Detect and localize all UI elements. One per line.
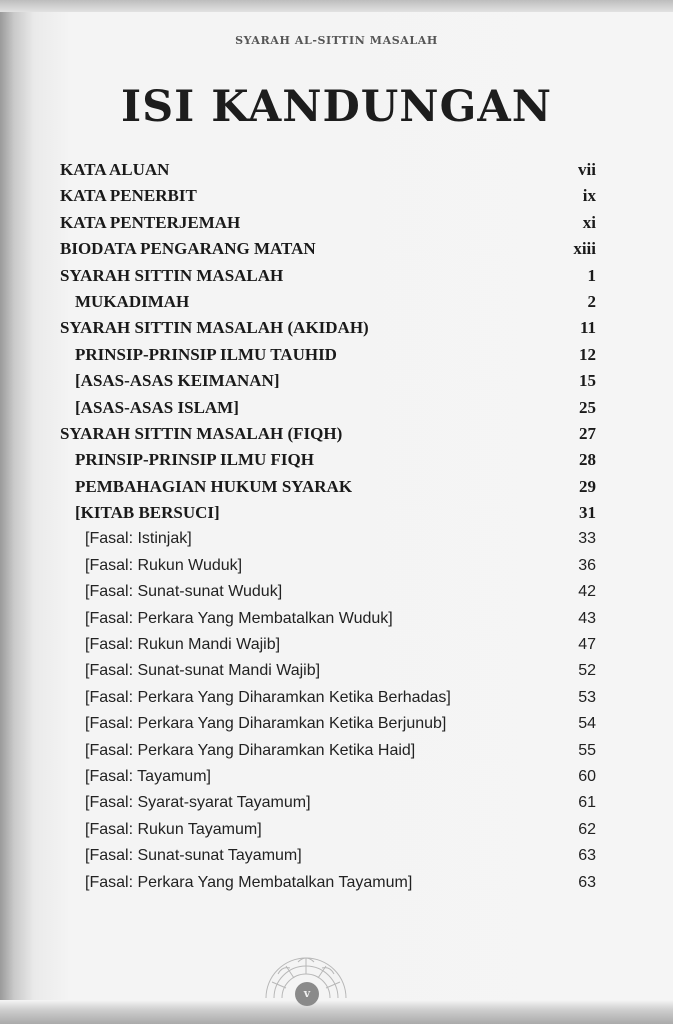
toc-entry-page: 43	[578, 609, 596, 627]
toc-entry-page: 60	[578, 767, 596, 785]
toc-entry-page: 29	[579, 476, 596, 496]
toc-entry	[60, 500, 596, 526]
toc-entry-label: [Fasal: Perkara Yang Membatalkan Wuduk]	[85, 609, 393, 627]
toc-entry-page: 53	[578, 688, 596, 706]
toc-entry-label: KATA ALUAN	[60, 160, 170, 179]
toc-entry-label: PRINSIP-PRINSIP ILMU FIQH	[75, 450, 314, 470]
toc-entry-label: [Fasal: Tayamum]	[85, 767, 211, 785]
toc-entry-page: xi	[582, 212, 596, 232]
toc-entry-label: [Fasal: Perkara Yang Diharamkan Ketika Berjunub]	[85, 715, 447, 733]
toc-entry-page: xiii	[573, 239, 596, 259]
toc-entry	[60, 817, 596, 843]
toc-entry	[60, 421, 596, 447]
toc-entry-label: BIODATA PENGARANG MATAN	[60, 239, 316, 259]
toc-entry	[60, 764, 596, 790]
toc-entry-label: MUKADIMAH	[75, 291, 190, 311]
toc-entry	[60, 289, 596, 315]
toc-entry-page: 54	[578, 715, 596, 733]
toc-entry	[60, 606, 596, 632]
toc-entry-label: SYARAH SITTIN MASALAH (FIQH)	[60, 423, 343, 443]
toc-entry-label: [Fasal: Perkara Yang Diharamkan Ketika Berhadas]	[85, 688, 451, 706]
toc-entry-page: 31	[579, 503, 596, 523]
toc-entry-label: [Fasal: Rukun Wuduk]	[85, 556, 243, 574]
toc-entry-page: 33	[578, 530, 596, 548]
toc-entry-label: SYARAH SITTIN MASALAH (AKIDAH)	[60, 318, 369, 338]
toc-entry-label: [Fasal: Perkara Yang Membatalkan Tayamum]	[85, 873, 413, 891]
toc-entry	[60, 210, 596, 236]
toc-entry-page: 1	[587, 265, 596, 285]
toc-entry-label: [KITAB BERSUCI]	[75, 503, 220, 523]
toc-entry-label: [ASAS-ASAS ISLAM]	[75, 397, 239, 417]
toc-entry	[60, 263, 596, 289]
toc-entry-label: [Fasal: Sunat-sunat Wuduk]	[85, 583, 283, 601]
toc-entry-label: KATA PENTERJEMAH	[60, 212, 241, 232]
toc-entry	[60, 526, 596, 552]
running-header: SYARAH AL-SITTIN MASALAH	[235, 34, 438, 47]
toc-entry	[60, 395, 596, 421]
toc-entry-label: PRINSIP-PRINSIP ILMU TAUHID	[75, 344, 337, 364]
toc-entry-label: [Fasal: Perkara Yang Diharamkan Ketika Haid]	[85, 741, 416, 759]
toc-entry-page: 2	[587, 291, 596, 311]
toc-entry	[60, 790, 596, 816]
bottom-edge-shadow	[0, 1000, 673, 1024]
toc-entry-page: 63	[578, 847, 596, 865]
toc-entry-label: PEMBAHAGIAN HUKUM SYARAK	[75, 476, 353, 496]
table-of-contents	[60, 157, 596, 896]
toc-entry	[60, 447, 596, 473]
toc-entry	[60, 685, 596, 711]
toc-entry-page: 55	[578, 741, 596, 759]
toc-entry	[60, 579, 596, 605]
toc-entry-page: 61	[578, 794, 596, 812]
toc-entry-label: KATA PENERBIT	[60, 186, 197, 206]
toc-entry	[60, 632, 596, 658]
toc-entry	[60, 474, 596, 500]
toc-entry-page: 52	[578, 662, 596, 680]
toc-entry-label: [Fasal: Sunat-sunat Tayamum]	[85, 847, 302, 865]
toc-entry-page: 12	[579, 344, 596, 364]
toc-entry-label: [Fasal: Istinjak]	[85, 530, 192, 548]
toc-entry	[60, 870, 596, 896]
toc-entry	[60, 157, 596, 183]
toc-entry-label: [ASAS-ASAS KEIMANAN]	[75, 371, 280, 391]
toc-entry-page: 47	[578, 636, 596, 654]
toc-entry	[60, 738, 596, 764]
toc-entry-page: 62	[578, 820, 596, 838]
toc-entry-label: [Fasal: Rukun Tayamum]	[85, 820, 262, 838]
toc-entry-page: ix	[582, 186, 596, 206]
toc-entry	[60, 183, 596, 209]
toc-entry	[60, 315, 596, 341]
toc-entry-label: [Fasal: Rukun Mandi Wajib]	[85, 636, 281, 654]
toc-entry-label: SYARAH SITTIN MASALAH	[60, 265, 284, 285]
toc-entry-label: [Fasal: Syarat-syarat Tayamum]	[85, 794, 311, 812]
toc-entry-page: 15	[579, 371, 596, 391]
toc-entry	[60, 658, 596, 684]
toc-entry-page: 42	[578, 583, 596, 601]
toc-entry-page: 28	[579, 450, 596, 470]
toc-entry-label: [Fasal: Sunat-sunat Mandi Wajib]	[85, 662, 321, 680]
toc-entry-page: 63	[578, 873, 596, 891]
toc-entry	[60, 236, 596, 262]
toc-entry-page: 25	[579, 397, 596, 417]
page-title: ISI KANDUNGAN	[120, 82, 553, 132]
toc-entry	[60, 843, 596, 869]
toc-entry	[60, 342, 596, 368]
toc-entry-page: 36	[578, 556, 596, 574]
top-edge-shadow	[0, 0, 673, 12]
toc-entry-page: vii	[578, 160, 596, 179]
page-number-badge: v	[295, 982, 319, 1006]
toc-entry	[60, 368, 596, 394]
toc-entry-page: 27	[579, 423, 596, 443]
toc-entry	[60, 553, 596, 579]
toc-entry-page: 11	[579, 318, 596, 338]
toc-entry	[60, 711, 596, 737]
